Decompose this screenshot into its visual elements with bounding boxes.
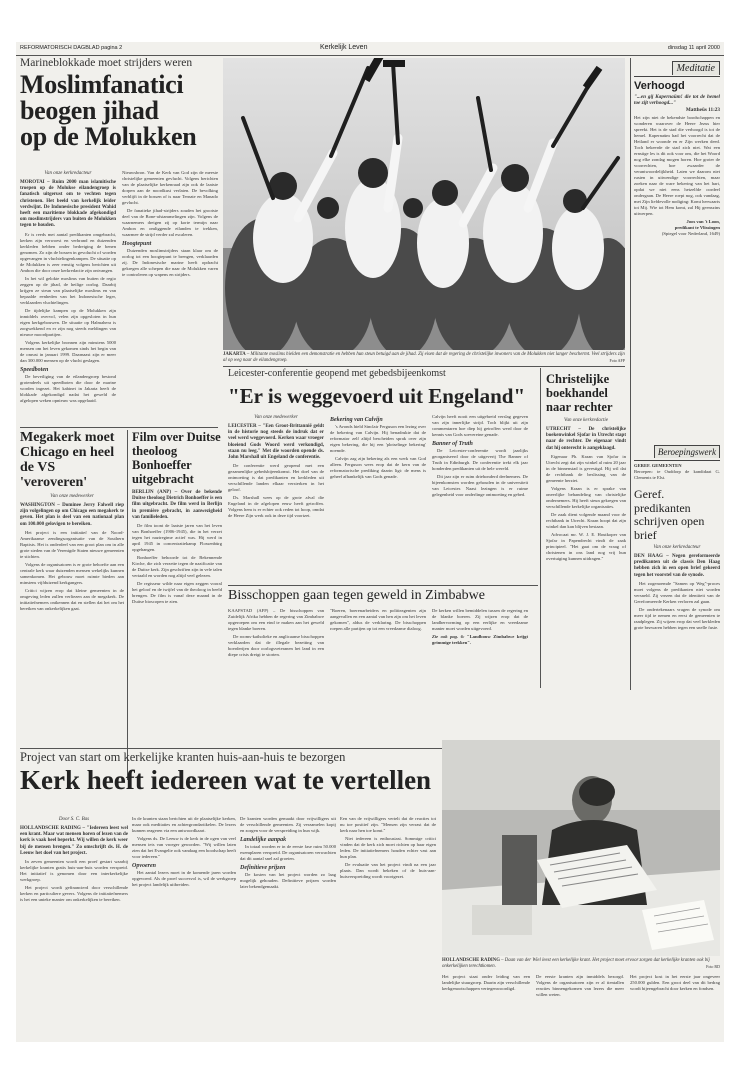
- cross-reference-text: "Landbouw Zimbabwe krijgt grimmige trekken".: [432, 634, 528, 645]
- article-lead: UTRECHT – De christelijke boekenwinkel Sjofar in Utrecht stapt naar de rechter. De eigenaar vindt dat hij onterecht is aangeklaagd.: [546, 427, 626, 451]
- subhead: Landelijke aanpak: [240, 837, 287, 843]
- photo-credit: Foto AFP: [609, 358, 625, 363]
- paragraph: In totaal worden er in de eerste fase ruim 50.000 exemplaren verspreid. De organisatoren verwachten dat dit aantal snel zal groeien.: [240, 844, 336, 861]
- article-leicester-col2: [330, 414, 426, 582]
- byline: Van onze medewerker: [50, 494, 94, 499]
- demonstration-photo: [223, 58, 625, 350]
- article-film: [132, 430, 222, 790]
- subhead: Bekering van Calvijn: [330, 417, 383, 423]
- article-headline: Kerk heeft iedereen wat te vertellen: [20, 765, 432, 795]
- paragraph: Dit jaar zijn er ruim driehonderd deelnemers. De bijeenkomsten worden gehouden in de universiteit van Leicester. Naast lezingen is er ruime gelegenheid voor onderlinge ontmoeting en gebed.: [432, 474, 528, 497]
- masthead-date: dinsdag 11 april 2000: [667, 45, 720, 51]
- article-lead: MOROTAI – Ruim 2000 man islamitische troepen op de Molukse eilandengroep is fanatisch uitgerust om te vechten tegen christenen. Het beeld van kerkelijk leider verdwijnt. De Indonesische president Wahid heeft een maritieme blokkade afgekondigd om moslimstrijders van buiten de Molukken tegen te houden.: [20, 180, 116, 229]
- paragraph: De eerste kranten zijn inmiddels bezorgd. Volgens de organisatoren zijn er al tientallen reacties binnengekomen van lezers die meer willen weten.: [536, 974, 624, 997]
- photo-caption: [442, 958, 720, 970]
- cross-reference-lead: Zie ook pag. 6:: [432, 634, 465, 639]
- article-kerk-col3: [240, 816, 336, 1040]
- section-tab: [634, 442, 720, 461]
- paragraph: De ondertekenaars vragen de synode om meer tijd te nemen en eerst de gemeenten te raadplegen. Zij wijzen erop dat veel kerkleden grote bezwaren hebben tegen een snelle fusie.: [634, 606, 720, 630]
- paragraph: Nieuwsbron. Van de Kerk van God zijn de meeste christelijke gemeenten gevlucht. Volgens berichten van de plaatselijke kerkenraad zijn ook de laatste dorpen aan de noordkust verlaten. De bevolking verblijft in de bossen of is naar Ternate en Manado gevlucht.: [122, 170, 218, 205]
- meditation-reference: Mattheüs 11:23: [685, 106, 720, 113]
- photo-demonstration: [223, 58, 625, 350]
- meditation-signature: Joos van 't Loon,: [686, 218, 720, 224]
- subhead: Definitieve prijzen: [240, 865, 286, 871]
- caption-text: – Daan van der Wiel leest een kerkelijke krant. Het project moet ervoor zorgen dat kerkelijke kranten ook bij onkerkelijken terechtkomen.: [442, 958, 710, 969]
- article-lead: DEN HAAG – Negen gereformeerde predikanten uit de classis Den Haag hebben zich in een open brief gekeerd tegen het voorstel van de synode.: [634, 554, 720, 578]
- paragraph: Er is reeds met aantal predikanten omgebracht, kerken zijn verwoest en verbrand en duizenden kerkleden hebben onder bedreiging de benen genomen. Zo zijn de bossen in gevolucht of worden opgevangen in vluchtelingenkampen. De situatie op de Molukken is zeer ernstig volgens berichten uit Ambon die door onze kerkredactie zijn ontvangen.: [20, 231, 116, 273]
- paragraph: De kranten worden gemaakt door vrijwilligers uit de verschillende gemeenten. Zij verzamelen kopij en zorgen voor de verspreiding in hun wijk.: [240, 816, 336, 833]
- paragraph: De film toont de laatste jaren van het leven van Bonhoeffer (1906-1945), die in het verzet tegen het naziregime actief was. Hij werd in april 1945 in concentratiekamp Flossenbürg opgehangen.: [132, 523, 222, 553]
- article-lead: LEICESTER – "Een Groot-Brittannië geldt in de historie nog steeds de indruk dat er veel werd weggevoerd. Kerken waar vroeger bloeiend Gods Woord werd verkondigd, staan nu leeg." Met die woorden opende ds. John Marshall uit Engeland de conferentie.: [228, 424, 324, 461]
- article-zimbabwe: [228, 588, 538, 604]
- article-bookshop: [546, 372, 626, 690]
- article-headline: Bisschoppen gaan tegen geweld in Zimbabwe: [228, 588, 485, 603]
- paragraph: De Leicester-conferentie wordt jaarlijks georganiseerd door de uitgeverij The Banner of Truth in Edinburgh. De conferentie trekt elk jaar honderden predikanten uit de hele wereld.: [432, 448, 528, 471]
- paragraph: In de kranten staan berichten uit de plaatselijke kerken, maar ook meditaties en achtergrondartikelen. De lezers kunnen reageren via een antwoordkaart.: [132, 816, 236, 833]
- photo-reader: [442, 740, 720, 956]
- paragraph: Het project staat onder leiding van een landelijke stuurgroep. Daarin zijn verschillende kerkgenootschappen vertegenwoordigd.: [442, 974, 530, 991]
- article-zimbabwe-col3: [432, 608, 528, 690]
- article-lead: BERLIJN (ANP) – Over de bekende Duitse theoloog Dietrich Bonhoeffer is een film uitgebracht. De film werd in Berlijn in première gebracht, in aanwezigheid van familieleden.: [132, 490, 222, 520]
- paragraph: De regisseur wilde naar eigen zeggen vooral het geloof en de twijfel van de theoloog in beeld brengen. De film is vanaf deze maand in de Duitse bioscopen te zien.: [132, 581, 222, 605]
- photo-credit: Foto RD: [706, 964, 720, 969]
- sidebar-beroepingswerk: [634, 442, 720, 484]
- article-headline: Film over Duitse theoloog Bonhoeffer uitgebracht: [132, 430, 221, 486]
- article-molukken-col1: [20, 170, 116, 420]
- reader-photo: [442, 740, 720, 956]
- article-lead: HOLLANDSCHE RADING – "Iedereen leest wel een krant. Maar wat mensen horen of lezen van de kerk is vaak heel beperkt. Wij willen de kerk weer bij de mensen brengen." Zo omschrijft ds. H. de Leeuw het doel van het project.: [20, 826, 128, 856]
- section-tab-label: Meditatie: [672, 61, 720, 75]
- article-zimbabwe-col1: [228, 608, 324, 690]
- paragraph: Calvijn heeft nooit een uitgebreid verslag gegeven van zijn innerlijke strijd. Toch blijkt uit zijn commentaren hoe diep hij getroffen werd door de kennis van Gods soevereine genade.: [432, 414, 528, 437]
- masthead-left: REFORMATORISCH DAGBLAD pagina 2: [20, 45, 123, 51]
- paragraph: In het wil gelokte moslims van buiten de regio zeggen op de jihad, de heilige oorlog. Daarbij krijgen ze steun van plaatselijke moslims en van bepaalde eenheden van het Indonesische leger, verklaarden vluchtelingen.: [20, 275, 116, 305]
- article-zimbabwe-col2: [330, 608, 426, 690]
- paragraph: Calvijn zag zijn bekering als een werk van God alleen. Ferguson wees erop dat de kern van de reformatorische prediking daarin ligt: de mens is geheel afhankelijk van Gods genade.: [330, 456, 426, 479]
- paragraph: De conferentie werd geopend met een gezamenlijke gebedsbijeenkomst. Het doel van de ontmoeting is dat predikanten en kerkleden uit verschillende landen elkaar versterken in het geloof.: [228, 463, 324, 493]
- article-kerk-col5: [442, 974, 530, 1040]
- article-kerk-col6: [536, 974, 624, 1040]
- section-tab: [634, 58, 720, 77]
- paragraph: In zeven gemeenten wordt een proef gestart waarbij kerkelijke kranten gratis huis-aan-huis worden verspreid. Het initiatief is genomen door een interkerkelijke werkgroep.: [20, 859, 128, 883]
- article-headline: [20, 72, 218, 150]
- article-headline: Geref. predikanten schrijven open brief: [634, 488, 705, 542]
- sidebar-meditatie: [634, 58, 720, 438]
- byline: Van onze kerkredacteur: [44, 171, 92, 176]
- article-kicker: Project van start om kerkelijke kranten huis-aan-huis te bezorgen: [20, 750, 346, 764]
- subhead: Hoogtepunt: [122, 241, 152, 247]
- paragraph: De kosten van het project worden zo laag mogelijk gehouden. Definitieve prijzen worden later bekendgemaakt.: [240, 872, 336, 889]
- byline: Van onze medewerker: [254, 415, 298, 420]
- article-kicker: Leicester-conferentie geopend met gebedsbijeenkomst: [228, 368, 446, 379]
- article-leicester-col3: [432, 414, 528, 582]
- paragraph: De beveiliging van de eilandengroep bestond grotendeels uit speedboten die door de marine worden ingezet. Het kabinet in Jakarta heeft de blokkade afgekondigd nadat het geweld de afgelopen weken opnieuw was opgelaaid.: [20, 373, 116, 403]
- paragraph: Volgens ds. De Leeuw is de kerk in de ogen van veel mensen iets van vroeger geworden. "Wij willen laten zien dat het Evangelie ook vandaag een boodschap heeft voor iedereen.": [132, 836, 236, 859]
- paragraph: Niet iedereen is enthousiast. Sommige critici vinden dat de kerk zich moet richten op haar eigen leden. De initiatiefnemers houden echter vast aan hun plan.: [340, 836, 436, 859]
- article-kerk-col4: [340, 816, 436, 1040]
- paragraph: Bonhoeffer behoorde tot de Bekennende Kirche, die zich verzette tegen de nazificatie van de Duitse kerk. Zijn geschriften zijn in vele talen vertaald en worden nog altijd veel gelezen.: [132, 555, 222, 579]
- paragraph: 's Avonds hield Sinclair Ferguson een lezing over de bekering van Calvijn. Hij benadrukte dat de reformator zelf altijd bescheiden sprak over zijn eigen bekering, die hij een 'plotselinge bekering' noemde.: [330, 424, 426, 453]
- divider: [20, 427, 218, 428]
- cross-reference: [432, 634, 528, 646]
- divider: [228, 585, 538, 586]
- paragraph: De tijdelijke kampen op de Molukken zijn inmiddels overvol, velen zijn opgesloten in hun eigen kerkgebouwen. De situatie op Halmahera is zorgwekkend en er zijn nog steeds meldingen van nieuwe moordpartijen.: [20, 307, 116, 337]
- paragraph: De rooms-katholieke en anglicaanse bisschoppen verklaarden dat de illegale bezetting van boerderijen door oorlogsveteranen het land in een diepe crisis dreigt te storten.: [228, 634, 324, 657]
- caption-text: – Militante moslims hielden een demonstratie en hebben hun steun betuigd aan de jihad. Zij eisen dat de regering de christelijke inwoners van de Molukken niet langer beschermt. Veel strijders zijn al op weg naar de eilandengroep.: [223, 352, 625, 363]
- masthead-section: Kerkelijk Leven: [320, 44, 368, 51]
- article-kicker: Marineblokkade moet strijders weren: [20, 57, 193, 69]
- headline-line: beogen jihad: [20, 96, 159, 125]
- meditation-signature-note: (Spiegel voor Nederland, 1649): [661, 230, 720, 236]
- paragraph: Critici wijzen erop dat kleine gemeenten in de omgeving leden zullen verliezen aan de megakerk. De initiatiefnemers ontkennen dat en stellen dat het om het bereiken van onkerkelijken gaat.: [20, 587, 124, 611]
- church-category: GEREF. GEMEENTEN: [634, 463, 682, 468]
- article-headline: Christelijke boekhandel naar rechter: [546, 372, 613, 414]
- paragraph: Eigenaar Ph. Kraan van Sjofar in Utrecht zegt dat zijn winkel al ruim 20 jaar in de binnenstad is gevestigd. Hij wil dat de rechtbank de beslissing van de gemeente herziet.: [546, 453, 626, 483]
- article-geref: [634, 488, 720, 688]
- paragraph: Het project kost in het eerste jaar ongeveer 250.000 gulden. Een groot deel van dit bedrag wordt bijeengebracht door kerken en fondsen.: [630, 974, 720, 991]
- beroeping-entry: Beroepen: te Ouddorp de kandidaat G. Clements te Elst.: [634, 469, 720, 480]
- paragraph: Volgens kerkelijke bronnen zijn minstens 5000 mensen om het leven gekomen sinds het begin van de onrust in januari 1999. Daarnaast zijn er meer dan 300.000 mensen op de vlucht geslagen.: [20, 339, 116, 363]
- meditation-signature-role: predikant te Vlissingen: [674, 224, 720, 230]
- paragraph: Het aantal lezers moet in de komende jaren worden opgevoerd. Als de proef succesvol is, wil de werkgroep het project landelijk uitbreiden.: [132, 870, 236, 887]
- divider: [630, 58, 631, 690]
- divider: [540, 368, 541, 688]
- article-leicester-col1: [228, 414, 324, 582]
- subhead: Speedboten: [20, 366, 49, 373]
- article-kerk-col1: [20, 816, 128, 1040]
- article-kerk-col2: [132, 816, 236, 1040]
- paragraph: KAAPSTAD (AFP) – De bisschoppen van Zuidelijk Afrika hebben de regering van Zimbabwe opgeroepen om een eind te maken aan het geweld tegen blanke boeren.: [228, 608, 324, 631]
- paragraph: Het project is een initiatief van de Noord-Amerikaanse zendingsorganisatie van de Southern Baptists. Het is onderdeel van een groot plan om in alle grote steden van de Verenigde Staten nieuwe gemeenten te stichten.: [20, 529, 124, 559]
- article-chicago: [20, 430, 124, 790]
- meditation-title: Verhoogd: [634, 80, 685, 92]
- byline: Door S. C. Bas: [58, 817, 90, 822]
- article-headline: Megakerk moet Chicago en heel de VS 'veroveren': [20, 430, 115, 490]
- paragraph: Advocaat mr. W. J. E. Houtkoper van Sjofar in Papendrecht vindt de zaak principieel. "Het gaat om de vraag of christenen in ons land nog vrij hun overtuiging kunnen uitdragen.": [546, 531, 626, 561]
- paragraph: Ds. Marshall wees op de grote afval die Engeland in de afgelopen eeuw heeft getroffen. Volgens hem is er echter ook reden tot hoop, omdat de Heere Zijn werk ook in deze tijd voortzet.: [228, 495, 324, 519]
- caption-lead: HOLLANDSCHE RADING: [442, 958, 500, 963]
- divider: [127, 430, 128, 780]
- meditation-quote: "...en gij Kapernaüm! die tot de hemel toe zijt verhoogd...": [634, 94, 720, 107]
- headline-line: op de Molukken: [20, 122, 197, 151]
- paragraph: De evaluatie van het project vindt na een jaar plaats. Dan wordt bekeken of de huis-aan-huisverspreiding wordt voortgezet.: [340, 862, 436, 879]
- section-tab-label: Beroepingswerk: [654, 445, 720, 458]
- paragraph: Het zogenoemde "Samen op Weg"-proces moet volgens de predikanten niet worden versneld. Zij vrezen dat de identiteit van de Gereformeerde Kerken verloren zal gaan.: [634, 580, 720, 604]
- paragraph: Duizenden moslimstrijders staan klaar om de oorlog tot een hoogtepunt te brengen, verklaarden zij. De Indonesische marine heeft opdracht gekregen alle schepen die naar de Molukken varen te controleren op wapens en strijders.: [122, 248, 218, 277]
- paragraph: De fanatieke jihad-strijders zouden het grootste deel van de Bone-afstammelingen zijn. Volgens de waarnemers dreigen zij op korte termijn naar Ambon en omliggende eilanden te trekken, waarmee de strijd verder zal escaleren.: [122, 208, 218, 237]
- caption-lead: JAKARTA: [223, 352, 246, 357]
- subhead: Opvoeren: [132, 863, 156, 869]
- paragraph: Een van de vrijwilligers vertelt dat de reacties tot nu toe positief zijn. "Mensen zijn verrast dat de kerk naar hen toe komt.": [340, 816, 436, 833]
- masthead-rule: [16, 55, 724, 56]
- subhead: Banner of Truth: [432, 441, 473, 447]
- article-headline: "Er is weggevoerd uit Engeland": [228, 384, 526, 408]
- article-lead: WASHINGTON – Dominee Jerry Falwell riep zijn volgelingen op om Chicago een megakerk te geven. Het plan is deel van een nationaal plan om 100.000 gelovigen te bereiken.: [20, 503, 124, 527]
- paragraph: De zaak dient volgende maand voor de rechtbank in Utrecht. Kraan hoopt dat zijn winkel dan kan blijven bestaan.: [546, 511, 626, 529]
- meditation-text: Het zijn niet de bekendste boodschappen en wonderen waarover de Heere Jezus hier spreekt. Het is de stad die verhoogd is tot de hemel. Kapernaüm had het voorrecht dat de Heiland er woonde en er Zijn werken deed. Toch bekeerde de stad zich niet. Wat een ernstige les is dit ook voor ons, die het Woord nog elke zondag mogen horen. Hoe groter de voorrechten, hoe zwaarder de verantwoordelijkheid. Laten we daarom niet rusten in uitwendige voorrechten, maar zoeken naar de ware bekering van het hart, opdat we niet eens hetzelfde oordeel ondergaan. De Heere roept nog, ook vandaag, met Zijn liefdevolle nodiging: Komt herwaarts tot Mij. Wie tot Hem komt, zal Hij geenszins uitwerpen.: [634, 114, 720, 216]
- headline-line: Moslimfanatici: [20, 70, 184, 99]
- paragraph: "Boeren, boerenarbeiders en politieagenten zijn aangevallen en een aantal van hen zijn om het leven gekomen", aldus de verklaring. De bisschoppen roepen alle partijen op tot een vreedzame dialoog.: [330, 608, 426, 631]
- masthead: [16, 42, 724, 54]
- article-molukken-col2: [122, 170, 218, 420]
- photo-caption: [223, 352, 625, 364]
- paragraph: De kerken willen bemiddelen tussen de regering en de blanke boeren. Zij wijzen erop dat de landhervorming op een eerlijke en vreedzame manier moet worden uitgevoerd.: [432, 608, 528, 631]
- byline: Van onze kerkredacteur: [653, 545, 701, 550]
- paragraph: Het project wordt gefinancierd door verschillende kerken en particuliere gevers. Volgens de initiatiefnemers is het een unieke manier om onkerkelijken te bereiken.: [20, 885, 128, 903]
- paragraph: Volgens de organisatoren is er grote behoefte aan een centrale kerk waar duizenden mensen wekelijks kunnen samenkomen. Het gebouw moet ruimte bieden aan minstens vijfduizend kerkgangers.: [20, 561, 124, 585]
- meditation-body: [634, 94, 720, 237]
- divider: [223, 366, 625, 367]
- paragraph: Volgens Kraan is er sprake van oneerlijke behandeling van christelijke ondernemers. Hij heeft steun gekregen van verschillende kerkelijke organisaties.: [546, 485, 626, 509]
- byline: Van onze kerkredactie: [564, 418, 608, 423]
- newspaper-page: [16, 42, 724, 1042]
- article-kerk-col7: [630, 974, 720, 1040]
